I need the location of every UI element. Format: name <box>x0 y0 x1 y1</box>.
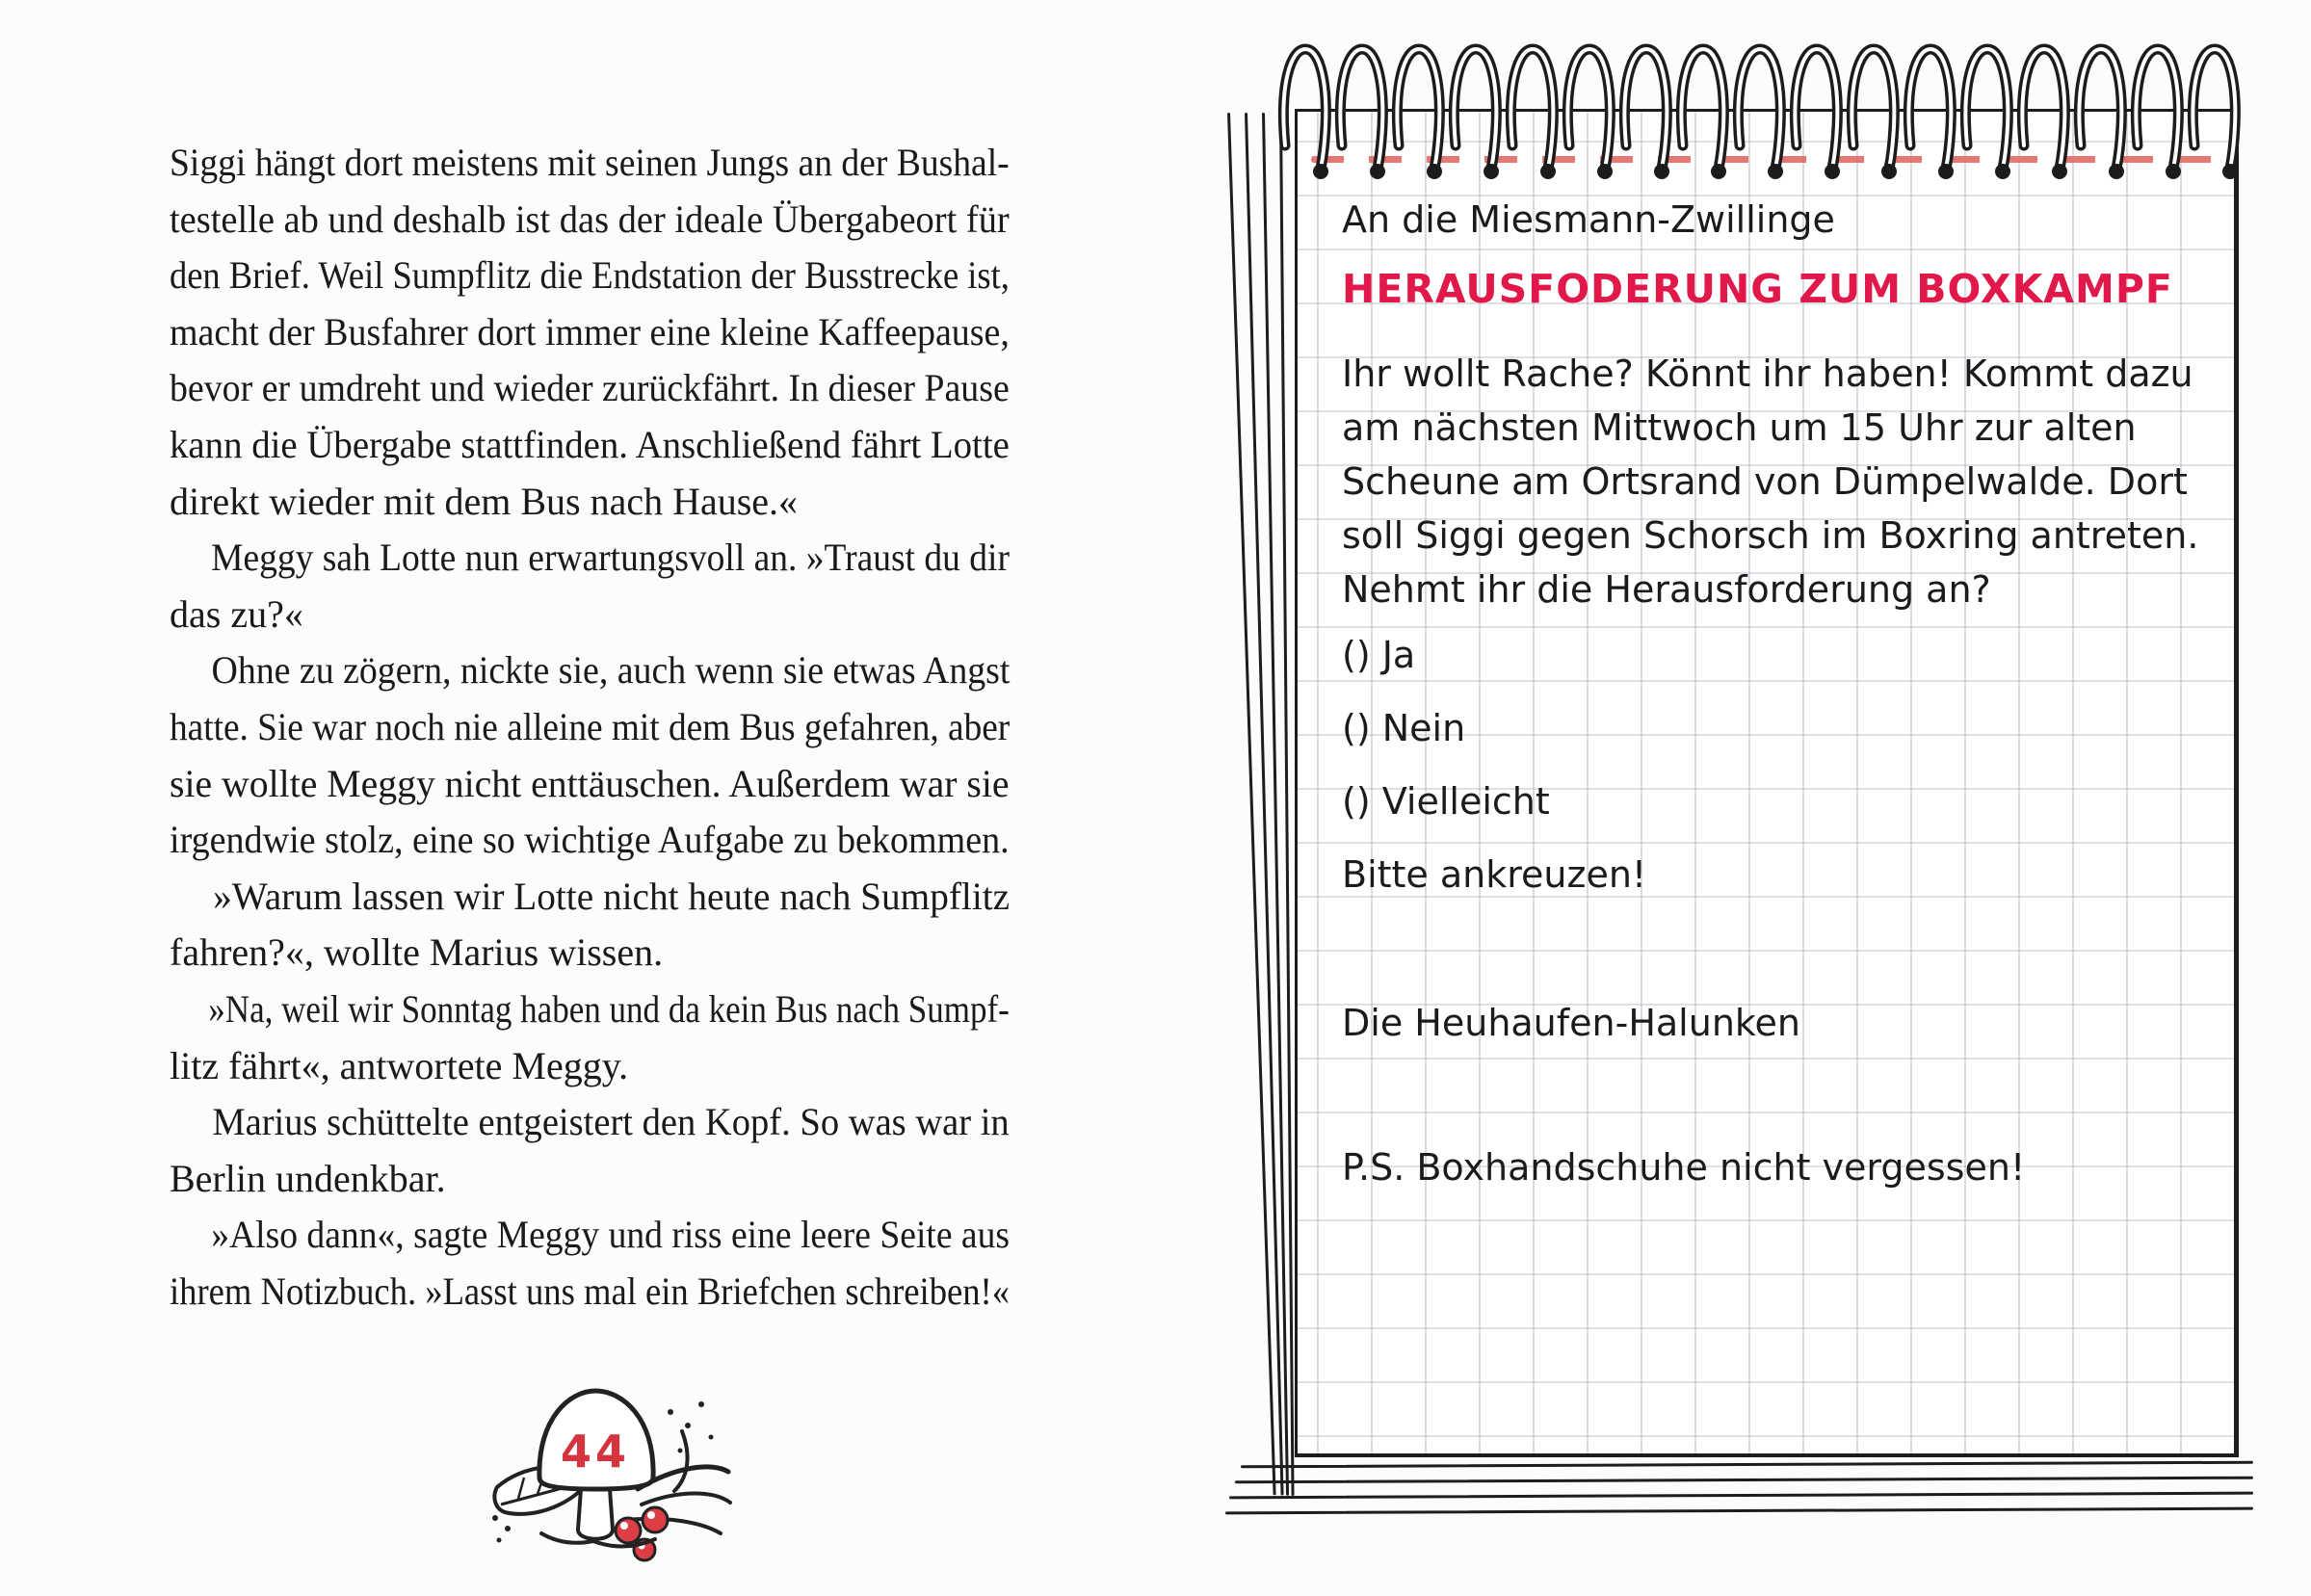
text-line: Siggi hängt dort meistens mit seinen Jungs an der Bushal- <box>170 141 1010 184</box>
text-line: Ohne zu zögern, nickte sie, auch wenn sie etwas Angst <box>211 648 1011 693</box>
letter-ps: P.S. Boxhandschuhe nicht vergessen! <box>1342 1146 2026 1189</box>
letter-option-nein: () Nein <box>1342 707 1466 749</box>
spiral-binding <box>1277 30 2250 198</box>
text-line: Berlin undenkbar. <box>170 1156 446 1200</box>
text-line: »Na, weil wir Sonntag haben und da kein Bus nach Sumpf- <box>208 986 1010 1031</box>
handwritten-letter <box>1298 112 2234 1453</box>
text-line: testelle ab und deshalb ist das der ideale Übergabeort für <box>170 196 1010 241</box>
text-line: »Warum lassen wir Lotte nicht heute nach Sumpflitz <box>213 874 1011 918</box>
page-number: 44 <box>560 1426 631 1478</box>
letter-option-vielleicht: () Vielleicht <box>1342 780 1550 823</box>
text-line: kann die Übergabe stattfinden. Anschließend fährt Lotte <box>170 422 1010 466</box>
letter-note: Bitte ankreuzen! <box>1342 853 1647 896</box>
letter-body-line: Nehmt ihr die Herausforderung an? <box>1342 568 1991 611</box>
text-line: den Brief. Weil Sumpflitz die Endstation der Busstrecke ist, <box>170 253 1010 298</box>
text-line: das zu?« <box>170 591 303 636</box>
text-line: ihrem Notizbuch. »Lasst uns mal ein Briefchen schreiben!« <box>170 1269 1011 1313</box>
letter-body-line: Ihr wollt Rache? Könnt ihr haben! Kommt dazu <box>1342 353 2193 395</box>
letter-body-line: am nächsten Mittwoch um 15 Uhr zur alten <box>1342 406 2137 449</box>
text-line: hatte. Sie war noch nie alleine mit dem Bus gefahren, aber <box>170 704 1011 748</box>
letter-body-line: Scheune am Ortsrand von Dümpelwalde. Dort <box>1342 460 2188 503</box>
text-line: litz fährt«, antwortete Meggy. <box>170 1043 629 1087</box>
text-line: »Also dann«, sagte Meggy und riss eine leere Seite aus <box>211 1213 1011 1257</box>
letter-recipient: An die Miesmann-Zwillinge <box>1342 198 1835 241</box>
letter-signature: Die Heuhaufen-Halunken <box>1342 1002 1801 1044</box>
body-text <box>170 135 1010 1320</box>
text-line: Meggy sah Lotte nun erwartungsvoll an. »Traust du dir <box>211 536 1010 580</box>
text-line: fahren?«, wollte Marius wissen. <box>170 930 664 975</box>
text-line: irgendwie stolz, eine so wichtige Aufgabe zu bekommen. <box>170 818 1010 862</box>
text-line: sie wollte Meggy nicht enttäuschen. Außerdem war sie <box>170 761 1010 805</box>
text-line: bevor er umdreht und wieder zurückfährt. In dieser Pause <box>170 366 1010 410</box>
letter-heading: HERAUSFODERUNG ZUM BOXKAMPF <box>1342 266 2173 312</box>
text-line: Marius schüttelte entgeistert den Kopf. So was war in <box>212 1100 1010 1144</box>
text-line: direkt wieder mit dem Bus nach Hause.« <box>170 479 799 523</box>
notepad-page <box>1295 109 2239 1457</box>
notepad-page-stack-left <box>1225 113 1295 1496</box>
berries-icon <box>616 1507 668 1560</box>
mushroom-illustration <box>482 1375 737 1592</box>
letter-option-ja: () Ja <box>1342 634 1416 676</box>
letter-body-line: soll Siggi gegen Schorsch im Boxring antreten. <box>1342 514 2199 557</box>
notepad-illustration <box>1216 43 2261 1546</box>
text-line: macht der Busfahrer dort immer eine kleine Kaffeepause, <box>170 309 1010 353</box>
notepad-page-stack-bottom <box>1241 1463 2253 1525</box>
